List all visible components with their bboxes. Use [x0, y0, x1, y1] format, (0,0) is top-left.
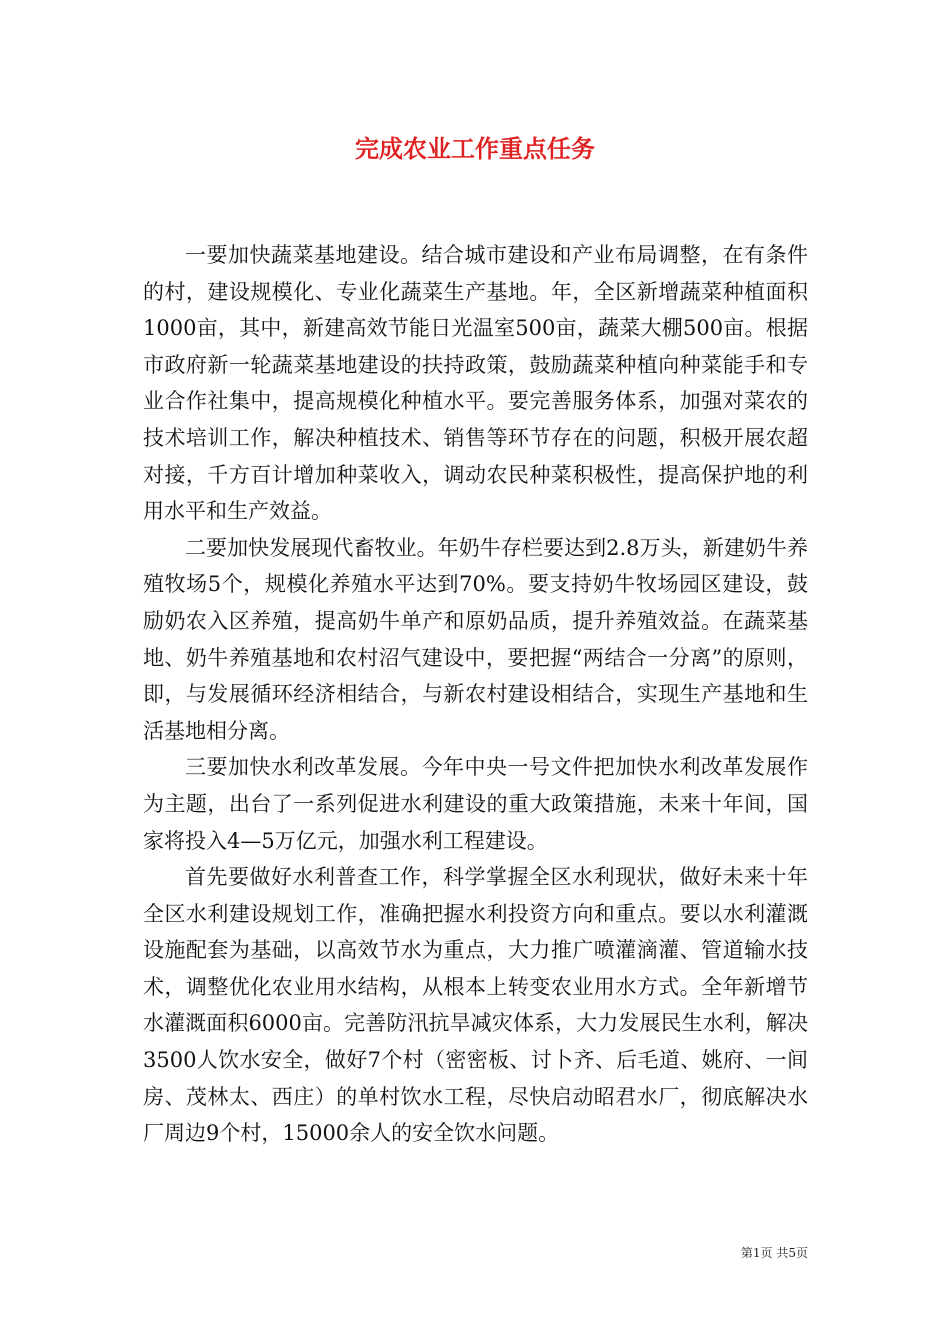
paragraph-animal-husbandry: 二要加快发展现代畜牧业。年奶牛存栏要达到2.8万头，新建奶牛养殖牧场5个，规模化养殖水平达到70%。要支持奶牛牧场园区建设，鼓励奶农入区养殖，提高奶牛单产和原奶品质，提升养殖效益。在蔬菜基地、奶牛养殖基地和农村沼气建设中，要把握“两结合一分离”的原则，即，与发展循环经济相结合，与新农村建设相结合，实现生产基地和生活基地相分离。 — [143, 535, 808, 743]
document-title: 完成农业工作重点任务 — [355, 134, 595, 163]
page-number-footer: 第1页 共5页 — [740, 1246, 808, 1260]
document-body — [143, 237, 808, 1152]
paragraph-water-reform: 三要加快水利改革发展。今年中央一号文件把加快水利改革发展作为主题，出台了一系列促进水利建设的重大政策措施，未来十年间，国家将投入4—5万亿元，加强水利工程建设。 — [143, 755, 808, 853]
paragraph-water-census: 首先要做好水利普查工作，科学掌握全区水利现状，做好未来十年全区水利建设规划工作，准确把握水利投资方向和重点。要以水利灌溉设施配套为基础，以高效节水为重点，大力推广喷灌滴灌、管道输水技术，调整优化农业用水结构，从根本上转变农业用水方式。全年新增节水灌溉面积6000亩。完善防汛抗旱减灾体系，大力发展民生水利，解决3500人饮水安全，做好7个村（密密板、讨卜齐、后毛道、姚府、一间房、茂林太、西庄）的单村饮水工程，尽快启动昭君水厂，彻底解决水厂周边9个村，15000余人的安全饮水问题。 — [143, 865, 808, 1146]
paragraph-vegetable-base: 一要加快蔬菜基地建设。结合城市建设和产业布局调整，在有条件的村，建设规模化、专业化蔬菜生产基地。年，全区新增蔬菜种植面积1000亩，其中，新建高效节能日光温室500亩，蔬菜大棚500亩。根据市政府新一轮蔬菜基地建设的扶持政策，鼓励蔬菜种植向种菜能手和专业合作社集中，提高规模化种植水平。要完善服务体系，加强对菜农的技术培训工作，解决种植技术、销售等环节存在的问题，积极开展农超对接，千方百计增加种菜收入，调动农民种菜积极性，提高保护地的利用水平和生产效益。 — [143, 243, 808, 524]
